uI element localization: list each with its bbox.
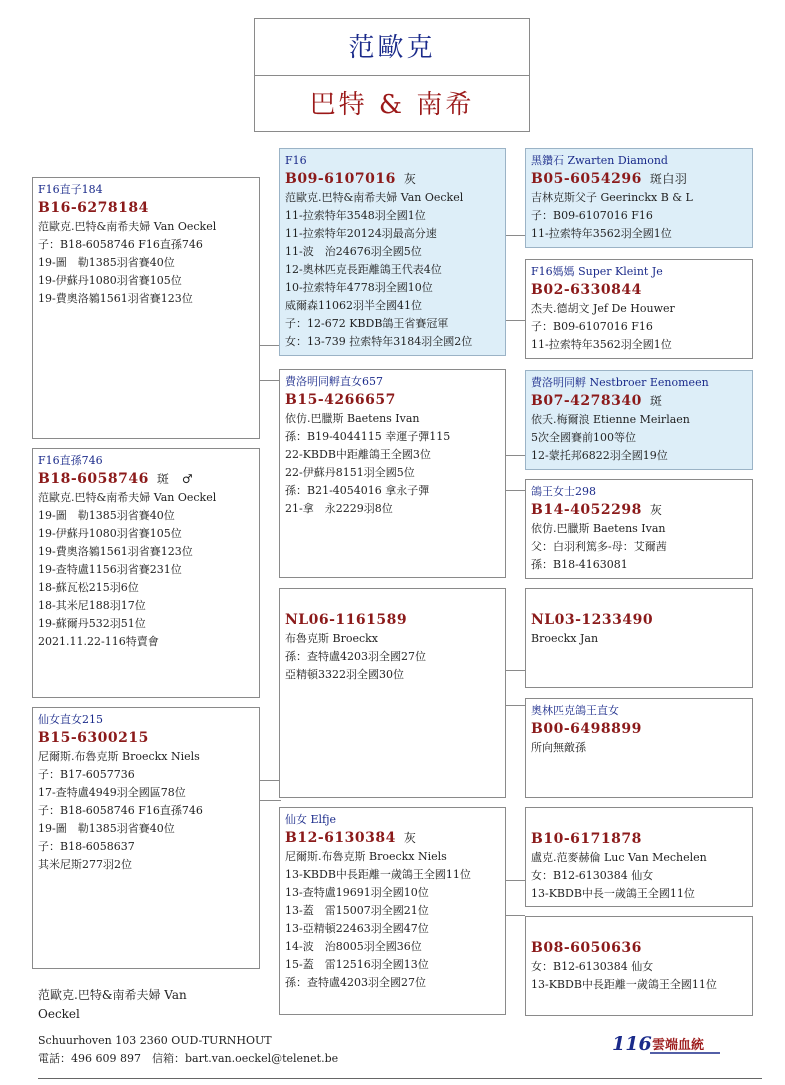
card-line: 19-伊蘇丹1080羽省賽105位 — [38, 527, 182, 540]
card-line: 其米尼斯277羽2位 — [38, 858, 132, 871]
connector-line — [505, 490, 525, 491]
feather-color: 灰 — [403, 172, 417, 186]
feather-color: 斑 — [649, 394, 663, 408]
card-title: 仙女直女215 — [38, 713, 103, 726]
card-line: 女：13-739 拉索特年3184羽全國2位 — [285, 335, 473, 348]
feather-color: 斑 ♂ — [156, 472, 194, 486]
card-line: 19-費奧洛鶨1561羽省賽123位 — [38, 292, 193, 305]
ring-number: B09-6107016 灰 — [285, 171, 417, 187]
feather-color: 灰 — [649, 503, 663, 517]
card-line: 女：B12-6130384 仙女 — [531, 869, 654, 882]
ring-number: B16-6278184 — [38, 200, 149, 216]
dam-sire-card — [279, 588, 506, 798]
card-title: 費洛明同孵 Nestbroer Eenomeen — [531, 376, 709, 389]
card-line: 13-蓋 雷15007羽全國21位 — [285, 904, 429, 917]
card-line: 14-波 治8005羽全國36位 — [285, 940, 422, 953]
footer-address: Schuurhoven 103 2360 OUD-TURNHOUT — [38, 1034, 272, 1047]
card-line: 孫：B18-4163081 — [531, 558, 628, 571]
card-line: 子：B17-6057736 — [38, 768, 135, 781]
ring-number: B05-6054296 斑白羽 — [531, 171, 688, 187]
connector-line — [259, 800, 281, 801]
card-line: 吉林克斯父子 Geerinckx B & L — [531, 191, 693, 204]
card-line: 13-亞精頓22463羽全國47位 — [285, 922, 429, 935]
ring-number: NL06-1161589 — [285, 612, 408, 628]
card-line: 范歐克.巴特&南希夫婦 Van Oeckel — [38, 491, 217, 504]
sibling-pigeon-card — [32, 448, 260, 698]
connector-line — [259, 380, 281, 381]
card-line: 亞精頓3322羽全國30位 — [285, 668, 404, 681]
card-line: Broeckx Jan — [531, 632, 599, 645]
connector-line — [505, 320, 525, 321]
great-grandparent-card-7 — [525, 807, 753, 907]
ring-number: B10-6171878 — [531, 831, 642, 847]
card-line: 威爾森11062羽半全國41位 — [285, 299, 422, 312]
card-line: 18-其米尼188羽17位 — [38, 599, 146, 612]
card-line: 孫：B21-4054016 拿永子彈 — [285, 484, 430, 497]
great-grandparent-card-6 — [525, 698, 753, 798]
card-line: 12-奧林匹克長距離鴿王代表4位 — [285, 263, 442, 276]
card-line: 布魯克斯 Broeckx — [285, 632, 379, 645]
sire-sire-card — [279, 148, 506, 356]
footer-owner-line: 范歐克.巴特&南希夫婦 Van — [38, 988, 187, 1002]
card-line: 11-波 治24676羽全國5位 — [285, 245, 422, 258]
card-title: 費洛明同孵直女657 — [285, 375, 383, 388]
card-line: 11-拉索特年3562羽全國1位 — [531, 227, 672, 240]
card-line: 所向無敵孫 — [531, 741, 586, 754]
card-line: 19-蘇爾丹532羽51位 — [38, 617, 146, 630]
sire-dam-card — [279, 369, 506, 578]
card-line: 17-查特盧4949羽全國區78位 — [38, 786, 186, 799]
card-title: 鴿王女士298 — [531, 485, 596, 498]
ring-number: B08-6050636 — [531, 940, 642, 956]
cloud-pedigree-logo — [612, 1032, 722, 1056]
connector-line — [505, 235, 525, 236]
connector-line — [505, 915, 525, 916]
dam-card — [32, 707, 260, 969]
card-line: 范歐克.巴特&南希夫婦 Van Oeckel — [38, 220, 217, 233]
card-line: 21-拿 永2229羽8位 — [285, 502, 393, 515]
card-line: 孫：B19-4044115 幸運子彈115 — [285, 430, 451, 443]
card-line: 19-查特盧1156羽省賽231位 — [38, 563, 182, 576]
connector-line — [259, 345, 281, 346]
ring-number: B15-6300215 — [38, 730, 149, 746]
card-line: 22-KBDB中距離鴿王全國3位 — [285, 448, 431, 461]
pigeon-name: 巴特 & 南希 — [309, 90, 475, 120]
connector-line — [505, 880, 525, 881]
great-grandparent-card-5 — [525, 588, 753, 688]
card-line: 尼爾斯.布魯克斯 Broeckx Niels — [285, 850, 447, 863]
card-line: 依夭.梅爾浪 Etienne Meirlaen — [531, 413, 690, 426]
feather-color: 灰 — [403, 831, 417, 845]
ring-number: B02-6330844 — [531, 282, 642, 298]
card-line: 子：B09-6107016 F16 — [531, 209, 653, 222]
card-line: 父：白羽利篤多-母：艾爾茜 — [531, 540, 667, 553]
card-line: 2021.11.22-116特賣會 — [38, 635, 159, 648]
card-line: 盧克.范麥赫倫 Luc Van Mechelen — [531, 851, 707, 864]
ring-number: B14-4052298 灰 — [531, 502, 663, 518]
card-title: 黑鑽石 Zwarten Diamond — [531, 154, 668, 167]
connector-line — [505, 705, 525, 706]
ring-number: B00-6498899 — [531, 721, 642, 737]
card-line: 22-伊蘇丹8151羽全國5位 — [285, 466, 415, 479]
card-line: 19-圖 勒1385羽省賽40位 — [38, 256, 175, 269]
card-line: 19-圖 勒1385羽省賽40位 — [38, 509, 175, 522]
card-line: 11-拉索特年3548羽全國1位 — [285, 209, 426, 222]
subject-pigeon-card — [32, 177, 260, 439]
great-grandparent-card-3 — [525, 370, 753, 470]
feather-color: 斑白羽 — [649, 172, 688, 186]
card-line: 依仿.巴臘斯 Baetens Ivan — [285, 412, 420, 425]
card-line: 19-費奧洛鶨1561羽省賽123位 — [38, 545, 193, 558]
card-line: 子：12-672 KBDB鴿王省賽冠軍 — [285, 317, 449, 330]
owner-name: 范歐克 — [255, 19, 529, 76]
card-line: 子：B18-6058746 F16直孫746 — [38, 238, 203, 251]
card-line: 依仿.巴臘斯 Baetens Ivan — [531, 522, 666, 535]
ring-number: B18-6058746 斑 ♂ — [38, 471, 194, 487]
ring-number: B12-6130384 灰 — [285, 830, 417, 846]
connector-line — [505, 670, 525, 671]
card-title: F16 — [285, 154, 307, 167]
card-line: 子：B09-6107016 F16 — [531, 320, 653, 333]
ring-number: B07-4278340 斑 — [531, 393, 663, 409]
card-line: 13-查特盧19691羽全國10位 — [285, 886, 429, 899]
card-line: 杰夫.德胡文 Jef De Houwer — [531, 302, 675, 315]
card-title: F16直孫746 — [38, 454, 103, 467]
card-line: 孫：查特盧4203羽全國27位 — [285, 976, 426, 989]
footer-owner-line: Oeckel — [38, 1007, 80, 1021]
card-line: 13-KBDB中長一歲鴿王全國11位 — [531, 887, 695, 900]
card-title: 奧林匹克鴿王直女 — [531, 704, 619, 717]
card-line: 子：B18-6058637 — [38, 840, 135, 853]
footer-owner — [38, 986, 258, 1024]
card-line: 子：B18-6058746 F16直孫746 — [38, 804, 203, 817]
footer-contact — [38, 1032, 338, 1068]
ring-number: NL03-1233490 — [531, 612, 654, 628]
card-line: 范歐克.巴特&南希夫婦 Van Oeckel — [285, 191, 464, 204]
ring-number: B15-4266657 — [285, 392, 396, 408]
card-title: 仙女 Elfje — [285, 813, 337, 826]
card-line: 19-伊蘇丹1080羽省賽105位 — [38, 274, 182, 287]
card-line: 19-圖 勒1385羽省賽40位 — [38, 822, 175, 835]
connector-line — [259, 780, 281, 781]
card-line: 13-KBDB中長距離一歲鴿王全國11位 — [531, 978, 717, 991]
card-line: 5次全國賽前100等位 — [531, 431, 636, 444]
bottom-divider — [38, 1078, 762, 1079]
pedigree-header — [254, 18, 530, 132]
card-title: F16媽媽 Super Kleint Je — [531, 265, 663, 278]
logo-text: 雲端血統 — [652, 1038, 705, 1053]
great-grandparent-card-2 — [525, 259, 753, 359]
footer-phone-email: 電話：496 609 897 信箱：bart.van.oeckel@telenet.be — [38, 1052, 339, 1065]
card-line: 女：B12-6130384 仙女 — [531, 960, 654, 973]
card-line: 11-拉索特年20124羽最高分速 — [285, 227, 437, 240]
great-grandparent-card-1 — [525, 148, 753, 248]
card-line: 13-KBDB中長距離一歲鴿王全國11位 — [285, 868, 471, 881]
card-title: F16直子184 — [38, 183, 103, 196]
great-grandparent-card-8 — [525, 916, 753, 1016]
card-line: 尼爾斯.布魯克斯 Broeckx Niels — [38, 750, 200, 763]
card-line: 孫：查特盧4203羽全國27位 — [285, 650, 426, 663]
card-line: 15-蓋 雷12516羽全國13位 — [285, 958, 429, 971]
great-grandparent-card-4 — [525, 479, 753, 579]
logo-number: 116 — [612, 1033, 652, 1055]
connector-line — [505, 455, 525, 456]
card-line: 12-蒙托邦6822羽全國19位 — [531, 449, 668, 462]
card-line: 18-蘇瓦松215羽6位 — [38, 581, 139, 594]
card-line: 11-拉索特年3562羽全國1位 — [531, 338, 672, 351]
card-line: 10-拉索特年4778羽全國10位 — [285, 281, 433, 294]
dam-dam-card — [279, 807, 506, 1015]
